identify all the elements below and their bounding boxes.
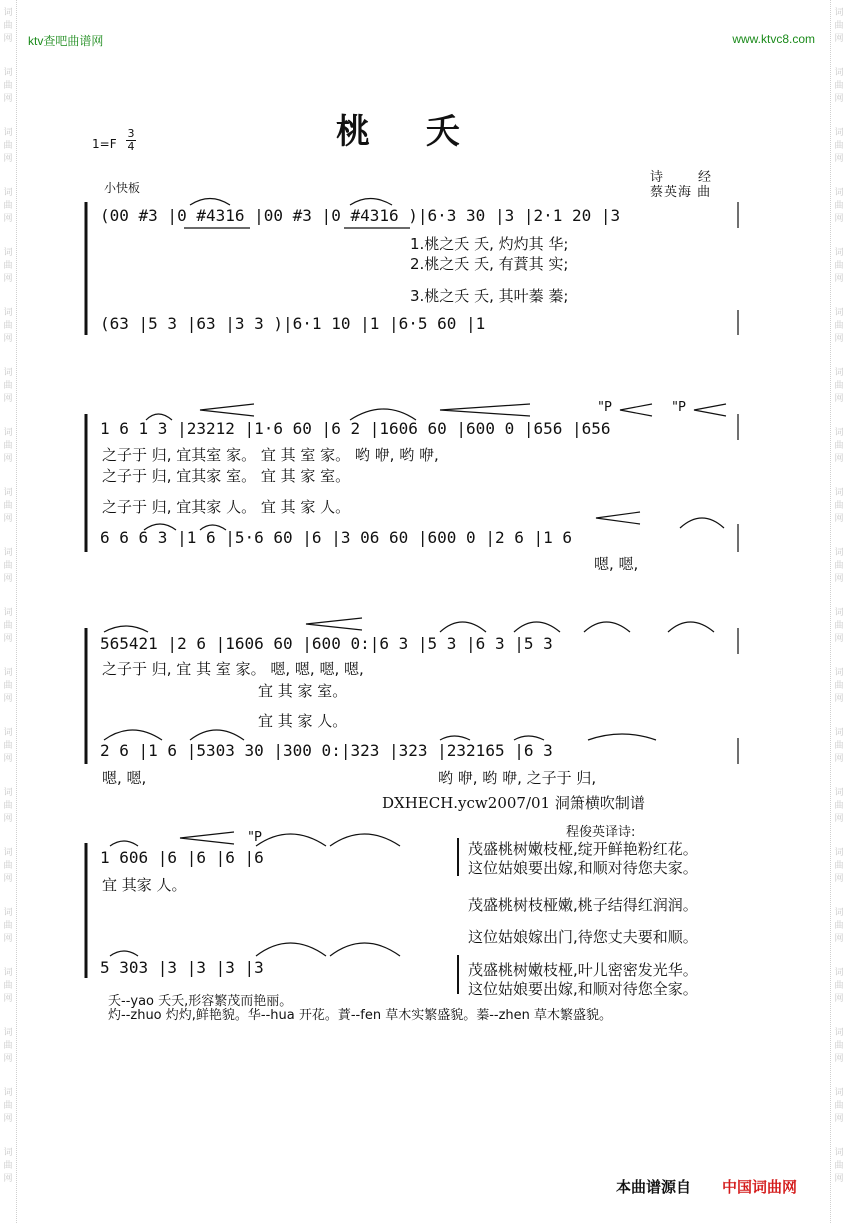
- sys3-hairpin-1: [306, 618, 362, 630]
- watermark-char: 曲: [3, 801, 13, 811]
- watermark-char: 曲: [834, 981, 844, 991]
- pronunciation-note-1: 夭--yao 夭夭,形容繁茂而艳丽。: [108, 994, 293, 1009]
- sys4-slur-5: [256, 943, 326, 956]
- watermark-char: 词: [834, 848, 844, 858]
- watermark-char: 曲: [834, 441, 844, 451]
- sys3-upper-notes: 565421 |2 6 |1606 60 |600 0:|6 3 |5 3 |6 3 |5 3: [100, 634, 553, 653]
- sys2-slur-5: [680, 518, 724, 528]
- watermark-char: 曲: [834, 501, 844, 511]
- watermark-char: 网: [3, 274, 13, 284]
- watermark-char: 网: [3, 1174, 13, 1184]
- header-left-link[interactable]: ktv查吧曲谱网: [28, 34, 104, 48]
- watermark-char: 网: [834, 934, 844, 944]
- sys1-slur-1: [190, 199, 230, 206]
- translation-line-1: 茂盛桃树嫩枝桠,绽开鲜艳粉红花。: [468, 840, 698, 858]
- sys4-slur-2: [256, 834, 326, 846]
- sys2-hairpin-5: [596, 512, 640, 524]
- watermark-char: 网: [3, 694, 13, 704]
- watermark-char: 网: [834, 1054, 844, 1064]
- watermark-char: 网: [834, 94, 844, 104]
- watermark-char: 网: [3, 454, 13, 464]
- watermark-char: 词: [3, 368, 13, 378]
- watermark-char: 网: [834, 274, 844, 284]
- watermark-char: 曲: [834, 321, 844, 331]
- watermark-char: 网: [3, 634, 13, 644]
- sys4-slur-6: [330, 943, 400, 956]
- watermark-char: 词: [3, 1088, 13, 1098]
- watermark-char: 网: [3, 754, 13, 764]
- watermark-char: 曲: [834, 621, 844, 631]
- watermark-char: 曲: [3, 981, 13, 991]
- watermark-char: 网: [3, 574, 13, 584]
- watermark-char: 词: [3, 1028, 13, 1038]
- sys3-slur-9: [514, 736, 544, 740]
- sys2-hairpin-2: [440, 404, 530, 416]
- watermark-char: 网: [834, 214, 844, 224]
- watermark-char: 曲: [3, 561, 13, 571]
- watermark-char: 网: [834, 574, 844, 584]
- watermark-char: 词: [834, 548, 844, 558]
- watermark-char: 网: [834, 994, 844, 1004]
- watermark-char: 词: [834, 68, 844, 78]
- sys4-hairpin-1: [180, 832, 234, 844]
- sys3-slur-6: [104, 730, 162, 740]
- watermark-char: 词: [3, 68, 13, 78]
- sys4-slur-4: [110, 951, 138, 956]
- sys3-slur-3: [514, 622, 560, 632]
- watermark-char: 曲: [3, 81, 13, 91]
- watermark-char: 词: [834, 128, 844, 138]
- footer-source-label: 本曲谱源自: [616, 1178, 692, 1196]
- watermark-char: 词: [834, 788, 844, 798]
- watermark-char: 词: [3, 428, 13, 438]
- watermark-char: 网: [3, 934, 13, 944]
- watermark-char: 曲: [834, 261, 844, 271]
- translation-line-5: 茂盛桃树嫩枝桠,叶儿密密发光华。: [468, 961, 698, 979]
- translation-line-6: 这位姑娘要出嫁,和顺对待您全家。: [468, 980, 698, 998]
- watermark-char: 网: [834, 454, 844, 464]
- watermark-char: 曲: [3, 381, 13, 391]
- watermark-char: 曲: [3, 441, 13, 451]
- translation-title: 程俊英译诗:: [566, 825, 636, 840]
- sys1-lyric-verse3: 3.桃之夭 夭, 其叶蓁 蓁;: [410, 287, 569, 305]
- sys1-lyric-verse2: 2.桃之夭 夭, 有蕡其 实;: [410, 255, 569, 273]
- watermark-char: 曲: [3, 861, 13, 871]
- sys1-lower-notes: (63 |5 3 |63 |3 3 )|6·1 10 |1 |6·5 60 |1: [100, 314, 486, 333]
- sys2-lower-lyric: 嗯, 嗯,: [594, 555, 639, 573]
- watermark-char: 词: [834, 248, 844, 258]
- sys1-lyric-verse1: 1.桃之夭 夭, 灼灼其 华;: [410, 235, 569, 253]
- sys2-hairpin-3: [620, 404, 652, 416]
- watermark-char: 网: [834, 754, 844, 764]
- watermark-char: 词: [834, 188, 844, 198]
- sys4-mark: "P: [248, 830, 262, 845]
- watermark-char: 曲: [3, 201, 13, 211]
- watermark-char: 曲: [834, 201, 844, 211]
- key-signature: 1=F: [92, 137, 117, 151]
- watermark-char: 词: [3, 908, 13, 918]
- watermark-char: 网: [834, 1174, 844, 1184]
- watermark-char: 词: [834, 428, 844, 438]
- music-credit: 蔡英海 曲: [650, 185, 712, 200]
- sys3-slur-5: [668, 622, 714, 632]
- watermark-char: 词: [3, 548, 13, 558]
- watermark-char: 词: [3, 788, 13, 798]
- watermark-char: 网: [3, 1054, 13, 1064]
- watermark-char: 词: [3, 248, 13, 258]
- watermark-char: 曲: [3, 321, 13, 331]
- sys3-lower-notes: 2 6 |1 6 |5303 30 |300 0:|323 |323 |232165 |6 3: [100, 741, 553, 760]
- watermark-char: 曲: [834, 921, 844, 931]
- sys2-hairpin-4: [694, 404, 726, 416]
- sys4-lower-notes: 5 303 |3 |3 |3 |3: [100, 958, 264, 977]
- watermark-char: 词: [834, 728, 844, 738]
- watermark-char: 网: [834, 514, 844, 524]
- watermark-char: 曲: [834, 741, 844, 751]
- header-right-link[interactable]: www.ktvc8.com: [732, 32, 815, 46]
- sys3-slur-2: [440, 622, 486, 632]
- watermark-char: 词: [3, 608, 13, 618]
- watermark-char: 词: [834, 1088, 844, 1098]
- watermark-char: 词: [3, 308, 13, 318]
- translation-line-4: 这位姑娘嫁出门,待您丈夫要和顺。: [468, 928, 698, 946]
- watermark-char: 网: [3, 154, 13, 164]
- time-denominator: 4: [127, 140, 135, 153]
- song-title: 桃 夭: [336, 112, 482, 152]
- watermark-char: 词: [3, 1148, 13, 1158]
- watermark-char: 词: [834, 668, 844, 678]
- watermark-char: 词: [3, 188, 13, 198]
- sys3-lower-lyric-right: 哟 咿, 哟 咿, 之子于 归,: [438, 769, 597, 787]
- watermark-char: 词: [834, 908, 844, 918]
- watermark-char: 曲: [834, 801, 844, 811]
- watermark-char: 词: [834, 968, 844, 978]
- sys2-lyric-verse2: 之子于 归, 宜其家 室。 宜 其 家 室。: [102, 467, 351, 485]
- sys3-lyric-verse1: 之子于 归, 宜 其 室 家。 嗯, 嗯, 嗯, 嗯,: [102, 660, 364, 678]
- footer-source-site[interactable]: 中国词曲网: [722, 1178, 798, 1196]
- watermark-char: 曲: [3, 261, 13, 271]
- watermark-char: 曲: [834, 681, 844, 691]
- sys3-slur-10: [588, 734, 656, 740]
- watermark-char: 网: [834, 1114, 844, 1124]
- tempo-marking: 小快板: [104, 181, 141, 195]
- sys3-lower-lyric-left: 嗯, 嗯,: [102, 769, 147, 787]
- watermark-char: 曲: [3, 501, 13, 511]
- sys2-lower-notes: 6 6 6 3 |1 6 |5·6 60 |6 |3 06 60 |600 0 |2 6 |1 6: [100, 528, 573, 547]
- watermark-char: 词: [3, 968, 13, 978]
- sys4-slur-1: [110, 841, 138, 846]
- sys2-lyric-verse3: 之子于 归, 宜其家 人。 宜 其 家 人。: [102, 498, 351, 516]
- watermark-char: 曲: [3, 681, 13, 691]
- sys2-mark-2: "P: [672, 400, 686, 415]
- pronunciation-note-2: 灼--zhuo 灼灼,鲜艳貌。华--hua 开花。蕡--fen 草木实繁盛貌。蓁--zhen 草木繁盛貌。: [108, 1008, 613, 1023]
- watermark-char: 词: [834, 368, 844, 378]
- time-numerator: 3: [127, 127, 135, 140]
- watermark-char: 曲: [834, 81, 844, 91]
- sys3-lyric-verse2: 宜 其 家 室。: [258, 682, 348, 700]
- watermark-char: 网: [3, 34, 13, 44]
- watermark-char: 曲: [834, 141, 844, 151]
- watermark-char: 词: [834, 8, 844, 18]
- watermark-char: 曲: [834, 561, 844, 571]
- sys1-slur-2: [350, 199, 392, 206]
- sys2-lyric-verse1: 之子于 归, 宜其室 家。 宜 其 室 家。 哟 咿, 哟 咿,: [102, 446, 439, 464]
- watermark-char: 网: [834, 334, 844, 344]
- watermark-char: 词: [834, 488, 844, 498]
- watermark-char: 词: [3, 128, 13, 138]
- watermark-char: 曲: [3, 1101, 13, 1111]
- watermark-char: 曲: [3, 141, 13, 151]
- watermark-char: 曲: [834, 1101, 844, 1111]
- sys2-upper-notes: 1 6 1 3 |23212 |1·6 60 |6 2 |1606 60 |600 0 |656 |656: [100, 419, 611, 438]
- watermark-char: 词: [3, 8, 13, 18]
- lyrics-credit: 诗 经: [650, 170, 715, 185]
- watermark-char: 曲: [834, 21, 844, 31]
- watermark-char: 曲: [3, 921, 13, 931]
- sys3-slur-4: [584, 622, 630, 632]
- watermark-char: 网: [834, 634, 844, 644]
- sys3-slur-8: [440, 736, 470, 740]
- watermark-char: 网: [3, 334, 13, 344]
- sys2-hairpin-1: [200, 404, 254, 416]
- watermark-char: 网: [3, 514, 13, 524]
- watermark-char: 网: [3, 94, 13, 104]
- watermark-char: 词: [834, 608, 844, 618]
- sys4-slur-3: [330, 834, 400, 846]
- watermark-char: 词: [3, 728, 13, 738]
- watermark-char: 词: [834, 308, 844, 318]
- watermark-char: 词: [834, 1028, 844, 1038]
- sys3-lyric-verse3: 宜 其 家 人。: [258, 712, 348, 730]
- watermark-char: 网: [834, 34, 844, 44]
- watermark-char: 曲: [3, 1041, 13, 1051]
- watermark-char: 网: [3, 394, 13, 404]
- watermark-char: 网: [834, 154, 844, 164]
- watermark-char: 曲: [3, 621, 13, 631]
- sys4-lyric: 宜 其家 人。: [102, 876, 187, 894]
- watermark-char: 网: [834, 874, 844, 884]
- sys3-slur-7: [190, 730, 244, 740]
- watermark-char: 网: [834, 814, 844, 824]
- watermark-char: 网: [3, 994, 13, 1004]
- watermark-char: 曲: [834, 381, 844, 391]
- arranger-signature: DXHECH.ycw2007/01 洞箫横吹制谱: [382, 794, 645, 812]
- sys2-slur-4: [200, 525, 226, 530]
- sys1-upper-notes: (00 #3 |0 #4316 |00 #3 |0 #4316 )|6·3 30 |3 |2·1 20 |3: [100, 206, 621, 225]
- watermark-char: 曲: [834, 1161, 844, 1171]
- watermark-char: 网: [3, 214, 13, 224]
- sys4-upper-notes: 1 606 |6 |6 |6 |6: [100, 848, 264, 867]
- sys2-slur-3: [144, 524, 176, 530]
- sys2-mark-1: "P: [598, 400, 612, 415]
- watermark-char: 词: [834, 1148, 844, 1158]
- sys2-slur-2: [350, 409, 416, 420]
- sys2-slur-1: [146, 414, 172, 420]
- translation-line-3: 茂盛桃树枝桠嫩,桃子结得红润润。: [468, 896, 698, 914]
- watermark-char: 曲: [3, 21, 13, 31]
- watermark-char: 曲: [3, 1161, 13, 1171]
- watermark-char: 网: [3, 1114, 13, 1124]
- watermark-char: 网: [834, 694, 844, 704]
- watermark-char: 网: [3, 874, 13, 884]
- sys3-slur-1: [104, 626, 148, 632]
- watermark-char: 曲: [834, 1041, 844, 1051]
- translation-line-2: 这位姑娘要出嫁,和顺对待您夫家。: [468, 859, 698, 877]
- watermark-char: 词: [3, 668, 13, 678]
- watermark-char: 词: [3, 488, 13, 498]
- watermark-char: 网: [834, 394, 844, 404]
- watermark-char: 词: [3, 848, 13, 858]
- watermark-char: 曲: [834, 861, 844, 871]
- watermark-char: 网: [3, 814, 13, 824]
- watermark-char: 曲: [3, 741, 13, 751]
